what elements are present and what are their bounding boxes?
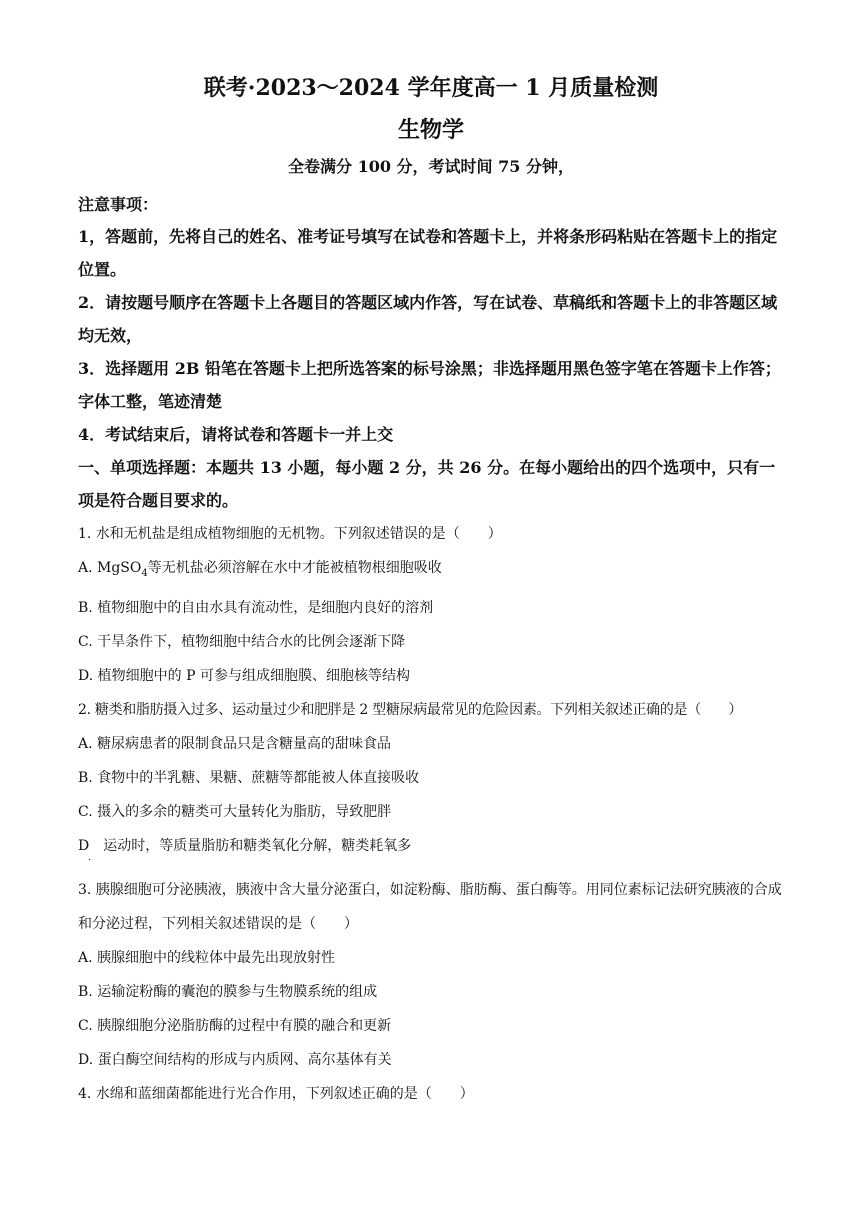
- question-stem: 4. 水绵和蓝细菌都能进行光合作用，下列叙述正确的是（ ）: [78, 1085, 474, 1102]
- subscript: 4: [141, 567, 148, 579]
- option-a: [78, 551, 784, 591]
- option-d: D. 植物细胞中的 P 可参与组成细胞膜、细胞核等结构: [78, 667, 410, 684]
- option-d: D. 蛋白酶空间结构的形成与内质网、高尔基体有关: [78, 1051, 392, 1068]
- option-b: B. 运输淀粉酶的囊泡的膜参与生物膜系统的组成: [78, 983, 378, 1000]
- option-b: B. 食物中的半乳糖、果糖、蔗糖等都能被人体直接吸收: [78, 769, 420, 786]
- notice-heading: 注意事项：: [78, 195, 159, 214]
- notice-item: 2．请按题号顺序在答题卡上各题目的答题区域内作答，写在试卷、草稿纸和答题卡上的非答题区域均无效，: [78, 293, 778, 345]
- option-c: C. 摄入的多余的糖类可大量转化为脂肪，导致肥胖: [78, 803, 392, 820]
- option-a: A. 胰腺细胞中的线粒体中最先出现放射性: [78, 949, 336, 966]
- section-heading: 一、单项选择题：本题共 13 小题，每小题 2 分，共 26 分。在每小题给出的四个选项中，只有一项是符合题目要求的。: [78, 458, 776, 510]
- option-c: C. 干旱条件下，植物细胞中结合水的比例会逐渐下降: [78, 633, 406, 650]
- option-d: D 运动时，等质量脂肪和糖类氧化分解，糖类耗氧多: [78, 837, 412, 854]
- notice-item: 3．选择题用 2B 铅笔在答题卡上把所选答案的标号涂黑；非选择题用黑色签字笔在答题卡上作答；字体工整，笔迹清楚: [78, 359, 781, 411]
- option-text: A. MgSO: [78, 560, 142, 576]
- question-stem: 2. 糖类和脂肪摄入过多、运动量过少和肥胖是 2 型糖尿病最常见的危险因素。下列相关叙述正确的是（ ）: [78, 701, 743, 718]
- exam-title: 联考·2023～2024 学年度高一 1 月质量检测: [203, 75, 659, 101]
- option-b: B. 植物细胞中的自由水具有流动性，是细胞内良好的溶剂: [78, 599, 434, 616]
- option-text: 等无机盐必须溶解在水中才能被植物根细胞吸收: [147, 560, 442, 576]
- option-c: C. 胰腺细胞分泌脂肪酶的过程中有膜的融合和更新: [78, 1017, 392, 1034]
- notice-item: 4．考试结束后，请将试卷和答题卡一并上交: [78, 425, 394, 444]
- question-stem: 1. 水和无机盐是组成植物细胞的无机物。下列叙述错误的是（ ）: [78, 526, 502, 542]
- option-a: A. 糖尿病患者的限制食品只是含糖量高的甜味食品: [78, 735, 392, 752]
- stray-dot: ．: [88, 851, 98, 863]
- question-stem: 3. 胰腺细胞可分泌胰液，胰液中含大量分泌蛋白，如淀粉酶、脂肪酶、蛋白酶等。用同位素标记法研究胰液的合成和分泌过程，下列相关叙述错误的是（ ）: [78, 881, 782, 932]
- exam-meta: 全卷满分 100 分，考试时间 75 分钟，: [288, 157, 574, 176]
- notice-item: 1，答题前，先将自己的姓名、准考证号填写在试卷和答题卡上，并将条形码粘贴在答题卡上的指定位置。: [78, 227, 778, 279]
- subject-title: 生物学: [397, 117, 464, 143]
